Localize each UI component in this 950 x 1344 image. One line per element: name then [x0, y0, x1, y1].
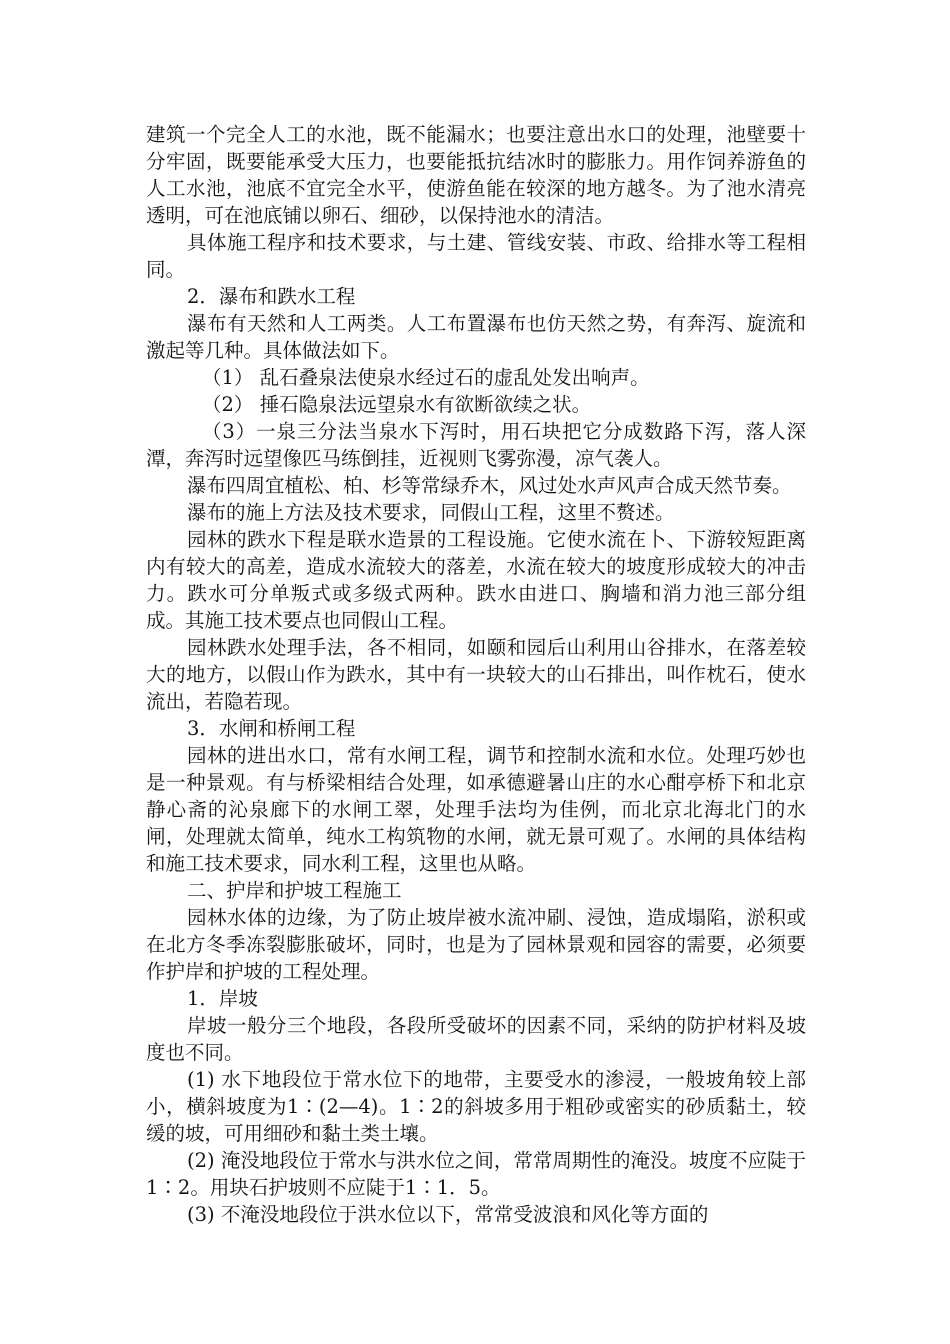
paragraph-waterfall-types: 瀑布有天然和人工两类。人工布置瀑布也仿天然之势，有奔泻、旋流和激起等几种。具体做法如下。 [146, 312, 806, 362]
list-item-flooded: (2) 淹没地段位于常水与洪水位之间，常常周期性的淹没。坡度不应陡于1∶2。用块石护坡则不应陡于1∶1．5。 [146, 1149, 806, 1199]
list-item-3: （3）一泉三分法当泉水下泻时，用石块把它分成数路下泻，落人深潭，奔泻时远望像匹马练倒挂，近视则飞雾弥漫，凉气袭人。 [146, 420, 806, 470]
chapter-heading-revetment: 二、护岸和护坡工程施工 [187, 879, 402, 902]
list-item-unflooded: (3) 不淹没地段位于洪水位以下，常常受波浪和风化等方面的 [187, 1203, 709, 1226]
paragraph-waterfall-methods: 瀑布的施上方法及技术要求，同假山工程，这里不赘述。 [187, 501, 675, 524]
section-heading-waterfall: 2．瀑布和跌水工程 [187, 285, 356, 308]
paragraph-planting: 瀑布四周宜植松、柏、杉等常绿乔木，风过处水声风声合成天然节奏。 [187, 474, 792, 497]
list-item-underwater: (1) 水下地段位于常水位下的地带，主要受水的渗浸，一般坡角较上部小，横斜坡度为1∶(2—4)。1∶2的斜坡多用于粗砂或密实的砂质黏土，较缓的坡，可用细砂和黏土类土壤。 [146, 1068, 806, 1145]
paragraph-drop-water: 园林的跌水下程是联水造景的工程设施。它使水流在卜、下游较短距离内有较大的高差，造成水流较大的落差，水流在较大的坡度形成较大的冲击力。跌水可分单叛式或多级式两种。跌水由进口、胸墙和消力池三部分组成。其施工技术要点也同假山工程。 [146, 528, 806, 632]
paragraph-sluice: 园林的进出水口，常有水闸工程，调节和控制水流和水位。处理巧妙也是一种景观。有与桥梁相结合处理，如承德避暑山庄的水心酣亭桥下和北京静心斋的沁泉廊下的水闸工翠，处理手法均为佳例，而北京北海北门的水闸，处理就太简单，纯水工构筑物的水闸，就无景可观了。水闸的具体结构和施工技术要求，同水利工程，这里也从略。 [146, 744, 806, 875]
paragraph-procedure: 具体施工程序和技术要求，与土建、管线安装、市政、给排水等工程相同。 [146, 231, 806, 281]
paragraph-bank-slope: 岸坡一般分三个地段，各段所受破坏的因素不同，采纳的防护材料及坡度也不同。 [146, 1014, 806, 1064]
document-body [146, 121, 806, 1228]
paragraph-revetment: 园林水体的边缘，为了防止坡岸被水流冲刷、浸蚀，造成塌陷，淤积或在北方冬季冻裂膨胀破坏，同时，也是为了园林景观和园容的需要，必须要作护岸和护坡的工程处理。 [146, 906, 806, 983]
section-heading-bank-slope: 1．岸坡 [187, 987, 258, 1010]
paragraph-drop-techniques: 园林跌水处理手法，各不相同，如颐和园后山利用山谷排水，在落差较大的地方，以假山作为跌水，其中有一块较大的山石排出，叫作枕石，使水流出，若隐若现。 [146, 636, 806, 713]
list-item-2: （2） 捶石隐泉法远望泉水有欲断欲续之状。 [202, 393, 592, 416]
list-item-1: （1） 乱石叠泉法使泉水经过石的虚乱处发出响声。 [202, 366, 650, 389]
section-heading-sluice: 3．水闸和桥闸工程 [187, 717, 356, 740]
paragraph-pool-construction: 建筑一个完全人工的水池，既不能漏水；也要注意出水口的处理，池壁要十分牢固，既要能承受大压力，也要能抵抗结冰时的膨胀力。用作饲养游鱼的人工水池，池底不宜完全水平，使游鱼能在较深的地方越冬。为了池水清亮透明，可在池底铺以卵石、细砂，以保持池水的清洁。 [146, 123, 806, 227]
